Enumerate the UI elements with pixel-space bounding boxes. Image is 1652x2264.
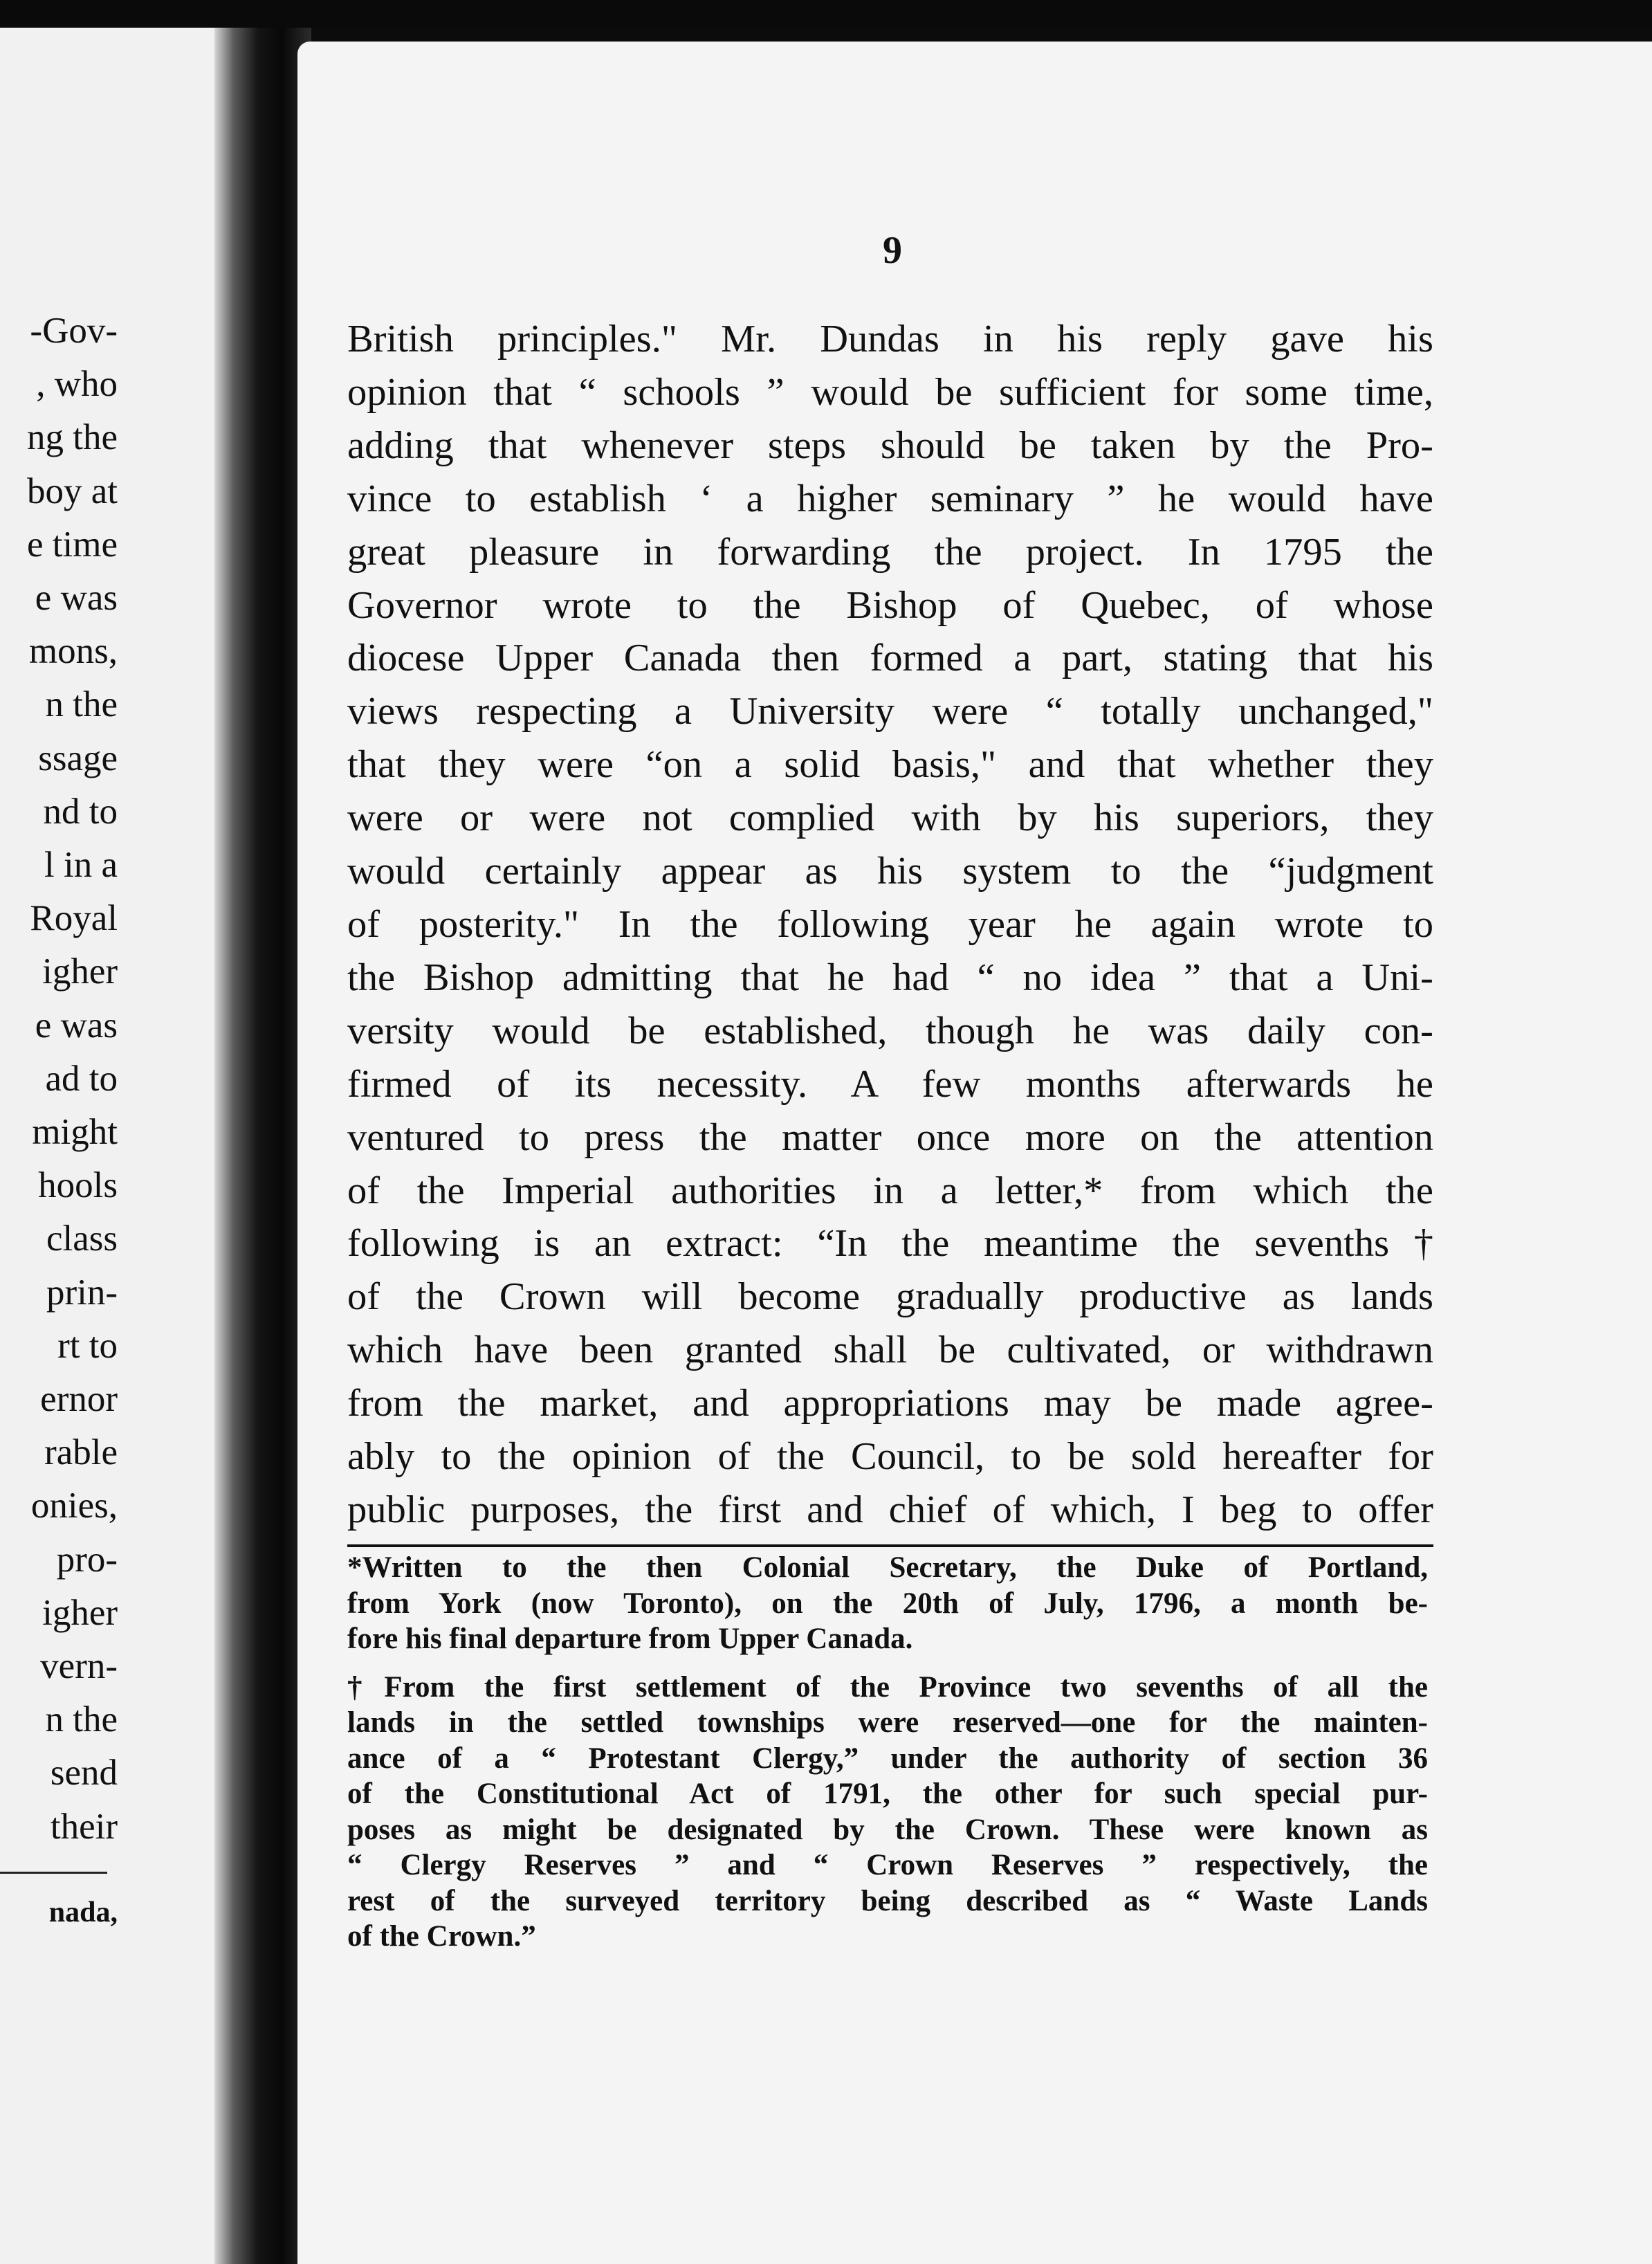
footnote-line: *Written to the then Colonial Secretary, the Duke of Portland, xyxy=(347,1551,1428,1584)
left-line: ernor xyxy=(40,1379,118,1420)
left-line: pro- xyxy=(56,1539,118,1580)
footnote-line: of the Constitutional Act of 1791, the other for such special pur- xyxy=(347,1778,1428,1810)
book-gutter-shadow xyxy=(214,28,311,2264)
footnote-line: †From the first settlement of the Province two sevenths of all the xyxy=(347,1670,1428,1704)
left-line: nd to xyxy=(43,791,118,832)
page-number: 9 xyxy=(883,229,902,272)
body-line: of the Imperial authorities in a letter,* from which the xyxy=(347,1169,1433,1212)
left-line: , who xyxy=(36,364,118,405)
footnote-line: rest of the surveyed territory being described as “ Waste Lands xyxy=(347,1884,1428,1917)
body-line: great pleasure in forwarding the project. In 1795 the xyxy=(347,530,1433,574)
footnote-line: of the Crown.” xyxy=(347,1920,536,1953)
left-line: igher xyxy=(42,1592,118,1633)
scan-top-edge xyxy=(0,0,1652,28)
left-line: ad to xyxy=(45,1058,118,1099)
body-line: that they were “on a solid basis," and that whether they xyxy=(347,743,1433,787)
left-line: e time xyxy=(27,524,118,565)
left-line: n the xyxy=(45,1699,118,1740)
left-line: rable xyxy=(44,1432,118,1473)
body-line: of the Crown will become gradually productive as lands xyxy=(347,1275,1433,1319)
footnote-line: ance of a “ Protestant Clergy,” under the authority of section 36 xyxy=(347,1742,1428,1775)
left-footnote-rule xyxy=(0,1872,107,1874)
body-line: from the market, and appropriations may be made agree- xyxy=(347,1382,1433,1425)
left-line: prin- xyxy=(46,1272,118,1313)
footnote-rule xyxy=(347,1544,1433,1547)
left-line: ng the xyxy=(27,417,118,458)
body-line: views respecting a University were “ totally unchanged," xyxy=(347,690,1433,733)
body-line: ably to the opinion of the Council, to be sold hereafter for xyxy=(347,1435,1433,1479)
footnote-line: fore his final departure from Upper Canada. xyxy=(347,1623,913,1655)
body-line: Governor wrote to the Bishop of Quebec, of whose xyxy=(347,583,1433,627)
left-line: send xyxy=(50,1753,118,1793)
left-line: n the xyxy=(45,684,118,725)
body-line: the Bishop admitting that he had “ no idea ” that a Uni- xyxy=(347,956,1433,999)
left-line: e was xyxy=(35,1005,118,1046)
body-line: would certainly appear as his system to the “judgment xyxy=(347,850,1433,893)
body-line: British principles." Mr. Dundas in his reply gave his xyxy=(347,318,1433,360)
body-line: vince to establish ‘ a higher seminary ” he would have xyxy=(347,477,1433,520)
body-line: public purposes, the first and chief of which, I beg to offer xyxy=(347,1488,1433,1531)
footnote-line: from York (now Toronto), on the 20th of July, 1796, a month be- xyxy=(347,1587,1428,1620)
body-line: firmed of its necessity. A few months afterwards he xyxy=(347,1062,1433,1106)
left-line: mons, xyxy=(28,631,118,672)
body-line: opinion that “ schools ” would be sufficient for some time, xyxy=(347,370,1433,414)
left-line: boy at xyxy=(27,471,118,511)
left-line: class xyxy=(46,1218,118,1259)
left-line: might xyxy=(32,1112,118,1153)
left-line: igher xyxy=(42,951,118,992)
left-footnote-fragment: nada, xyxy=(48,1897,118,1928)
left-line: vern- xyxy=(40,1646,118,1687)
left-line: -Gov- xyxy=(30,311,118,351)
body-line: diocese Upper Canada then formed a part, stating that his xyxy=(347,637,1433,680)
left-line: Royal xyxy=(30,898,118,939)
left-line: l in a xyxy=(44,845,118,886)
left-line: rt to xyxy=(57,1325,118,1366)
left-line: their xyxy=(50,1806,118,1847)
body-line: versity would be established, though he was daily con- xyxy=(347,1009,1433,1052)
footnote-line: “ Clergy Reserves ” and “ Crown Reserves ” respectively, the xyxy=(347,1849,1428,1881)
left-page-fragment xyxy=(0,28,235,2264)
footnote-line: lands in the settled townships were reserved—one for the mainten- xyxy=(347,1706,1428,1739)
body-line: following is an extract: “In the meantime the sevenths† xyxy=(347,1222,1433,1266)
left-page-text xyxy=(0,304,118,1854)
body-line: which have been granted shall be cultivated, or withdrawn xyxy=(347,1329,1433,1372)
left-line: e was xyxy=(35,578,118,619)
left-line: hools xyxy=(38,1165,118,1206)
footnote-2 xyxy=(347,1670,1428,1955)
body-line: were or were not complied with by his superiors, they xyxy=(347,796,1433,840)
footnote-1 xyxy=(347,1550,1428,1657)
body-line: ventured to press the matter once more on the attention xyxy=(347,1115,1433,1159)
left-line: ssage xyxy=(38,738,118,778)
body-line: of posterity." In the following year he again wrote to xyxy=(347,902,1433,946)
left-line: onies, xyxy=(30,1486,118,1526)
body-line: adding that whenever steps should be taken by the Pro- xyxy=(347,423,1433,467)
footnote-line: poses as might be designated by the Crown. These were known as xyxy=(347,1813,1428,1846)
footnote-gap xyxy=(347,1657,1428,1670)
body-text xyxy=(347,313,1433,1537)
footnotes xyxy=(347,1550,1428,1955)
